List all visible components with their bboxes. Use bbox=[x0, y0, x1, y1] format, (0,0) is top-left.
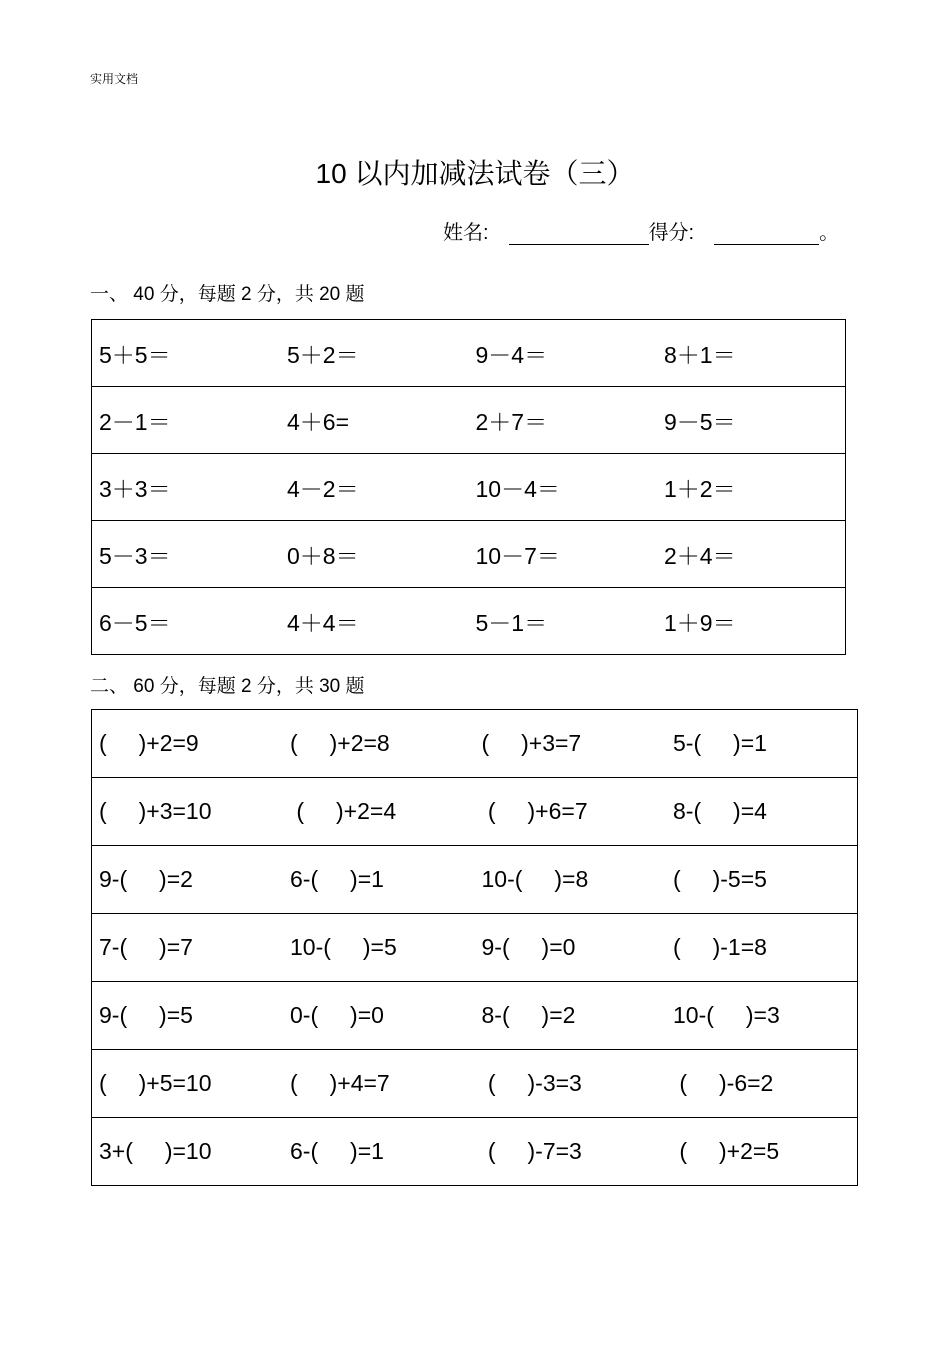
problem-cell: 9－5＝ bbox=[657, 387, 846, 454]
section2-problem-table bbox=[91, 709, 858, 1186]
problem-cell: ( )-6=2 bbox=[666, 1050, 858, 1118]
problem-cell: ( )-5=5 bbox=[666, 846, 858, 914]
header-note: 实用文档 bbox=[90, 72, 139, 86]
problem-cell: 0-( )=0 bbox=[283, 982, 475, 1050]
table-row bbox=[92, 454, 846, 521]
problem-cell: ( )+4=7 bbox=[283, 1050, 475, 1118]
problem-cell: 2－1＝ bbox=[92, 387, 281, 454]
problem-cell: 9-( )=0 bbox=[475, 914, 667, 982]
problem-cell: ( )-3=3 bbox=[475, 1050, 667, 1118]
table-row bbox=[92, 710, 858, 778]
problem-cell: 0＋8＝ bbox=[280, 521, 469, 588]
table-row bbox=[92, 1050, 858, 1118]
problem-cell: 6－5＝ bbox=[92, 588, 281, 655]
problem-cell: 9-( )=5 bbox=[92, 982, 284, 1050]
page-title: 10 以内加减法试卷（三） bbox=[315, 158, 635, 189]
name-blank[interactable] bbox=[509, 222, 649, 245]
score-blank[interactable] bbox=[714, 222, 819, 245]
end-mark: 。 bbox=[819, 222, 840, 244]
table-row bbox=[92, 588, 846, 655]
problem-cell: 4＋4＝ bbox=[280, 588, 469, 655]
table-row bbox=[92, 521, 846, 588]
section1-heading: 一、 40 分，每题 2 分，共 20 题 bbox=[90, 284, 365, 305]
problem-cell: ( )+2=8 bbox=[283, 710, 475, 778]
problem-cell: 4＋6= bbox=[280, 387, 469, 454]
problem-cell: 5－1＝ bbox=[469, 588, 658, 655]
problem-cell: 10-( )=3 bbox=[666, 982, 858, 1050]
problem-cell: 8-( )=2 bbox=[475, 982, 667, 1050]
problem-cell: 5-( )=1 bbox=[666, 710, 858, 778]
problem-cell: ( )+3=10 bbox=[92, 778, 284, 846]
problem-cell: 1＋2＝ bbox=[657, 454, 846, 521]
student-info bbox=[443, 216, 839, 245]
problem-cell: ( )-7=3 bbox=[475, 1118, 667, 1186]
table-row bbox=[92, 982, 858, 1050]
problem-cell: 2＋7＝ bbox=[469, 387, 658, 454]
section2-heading: 二、 60 分，每题 2 分，共 30 题 bbox=[90, 676, 365, 697]
table-row bbox=[92, 914, 858, 982]
problem-cell: 4－2＝ bbox=[280, 454, 469, 521]
problem-cell: 3+( )=10 bbox=[92, 1118, 284, 1186]
problem-cell: 8-( )=4 bbox=[666, 778, 858, 846]
problem-cell: 6-( )=1 bbox=[283, 1118, 475, 1186]
problem-cell: ( )+2=4 bbox=[283, 778, 475, 846]
table-row bbox=[92, 1118, 858, 1186]
problem-cell: 3＋3＝ bbox=[92, 454, 281, 521]
problem-cell: ( )+5=10 bbox=[92, 1050, 284, 1118]
problem-cell: 5＋2＝ bbox=[280, 320, 469, 387]
problem-cell: 2＋4＝ bbox=[657, 521, 846, 588]
problem-cell: 1＋9＝ bbox=[657, 588, 846, 655]
problem-cell: ( )+3=7 bbox=[475, 710, 667, 778]
score-label: 得分: bbox=[648, 222, 695, 244]
problem-cell: 10-( )=8 bbox=[475, 846, 667, 914]
problem-cell: 5＋5＝ bbox=[92, 320, 281, 387]
problem-cell: 10－4＝ bbox=[469, 454, 658, 521]
problem-cell: 8＋1＝ bbox=[657, 320, 846, 387]
problem-cell: 10-( )=5 bbox=[283, 914, 475, 982]
table-row bbox=[92, 778, 858, 846]
table-row bbox=[92, 846, 858, 914]
problem-cell: 10－7＝ bbox=[469, 521, 658, 588]
problem-cell: ( )+6=7 bbox=[475, 778, 667, 846]
problem-cell: 9-( )=2 bbox=[92, 846, 284, 914]
problem-cell: ( )-1=8 bbox=[666, 914, 858, 982]
problem-cell: 6-( )=1 bbox=[283, 846, 475, 914]
problem-cell: ( )+2=9 bbox=[92, 710, 284, 778]
table-row bbox=[92, 387, 846, 454]
problem-cell: 5－3＝ bbox=[92, 521, 281, 588]
problem-cell: 7-( )=7 bbox=[92, 914, 284, 982]
problem-cell: ( )+2=5 bbox=[666, 1118, 858, 1186]
section1-problem-table bbox=[91, 319, 846, 655]
table-row bbox=[92, 320, 846, 387]
name-label: 姓名: bbox=[443, 222, 489, 244]
problem-cell: 9－4＝ bbox=[469, 320, 658, 387]
